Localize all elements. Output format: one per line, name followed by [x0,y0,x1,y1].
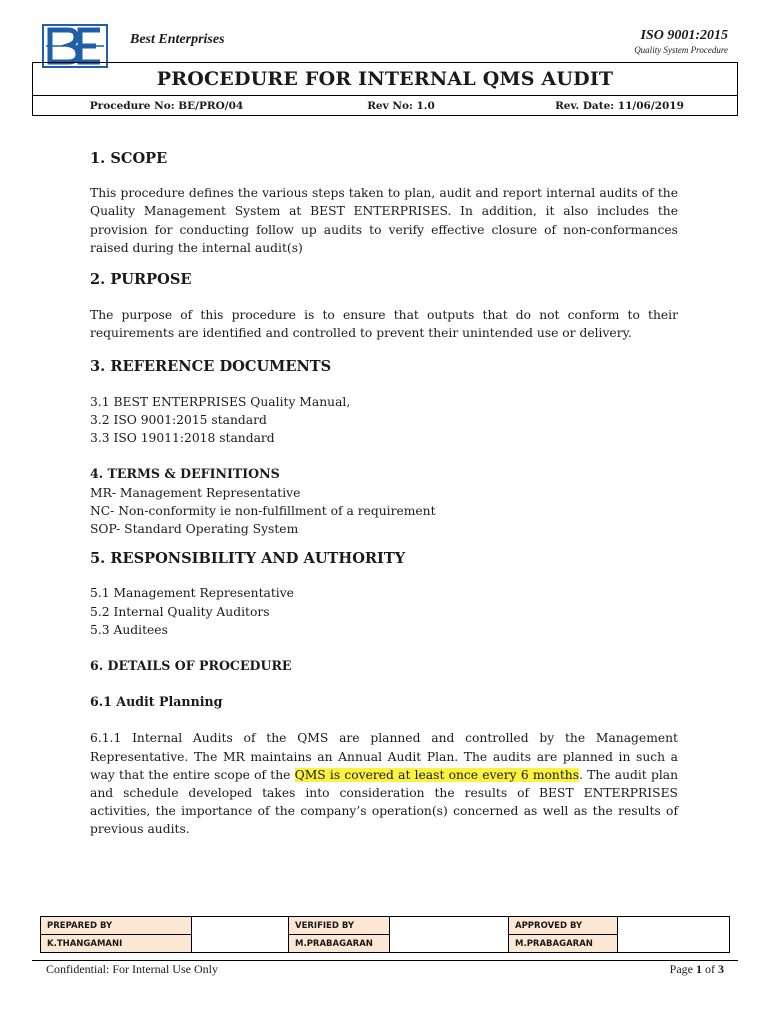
iso-standard: ISO 9001:2015 [640,28,728,43]
document-header-table [32,62,738,116]
prepared-by-name: K.THANGAMANI [41,935,192,953]
planning-text-start: 6.1.1 Internal Audits of the QMS are planned and controlled by the Management Representative. The MR maintains an Annual Audit Plan. The audits are planned in such a way that the entire scope of the [90,731,678,782]
page-number [670,962,724,977]
revision-number: Rev No: 1.0 [300,96,502,116]
procedure-number: Procedure No: BE/PRO/04 [33,96,301,116]
responsibility-item: 5.1 Management Representative [90,586,294,601]
terms-heading: 4. TERMS & DEFINITIONS [90,466,280,482]
responsibility-item: 5.2 Internal Quality Auditors [90,604,270,619]
details-heading: 6. DETAILS OF PROCEDURE [90,658,292,674]
scope-heading: 1. SCOPE [90,150,168,167]
page-current: 1 [696,962,702,976]
document-body [90,150,678,839]
prepared-signature-cell [192,917,289,953]
highlighted-text: QMS is covered at least once every 6 months [294,767,580,782]
prepared-by-label: PREPARED BY [41,917,192,935]
reference-item: 3.1 BEST ENTERPRISES Quality Manual, [90,394,351,409]
page-of: of [702,962,718,976]
reference-heading: 3. REFERENCE DOCUMENTS [90,357,332,375]
approved-by-name: M.PRABAGARAN [509,935,618,953]
planning-text-end: . The audit plan and schedule developed takes into consideration the results of BEST ENTERPRISES activities, the importance of the company’s operation(s) concerned as well as the results of previous audits. [90,767,678,837]
revision-date: Rev. Date: 11/06/2019 [502,96,738,116]
confidentiality-notice: Confidential: For Internal Use Only [46,962,218,976]
term-item: MR- Management Representative [90,485,301,500]
footer-divider [32,960,738,961]
approved-signature-cell [618,917,730,953]
verified-signature-cell [390,917,509,953]
scope-paragraph: This procedure defines the various steps taken to plan, audit and report internal audits of the Quality Management System at BEST ENTERPRISES. In addition, it also includes the provision for conducting follow up audits to verify effective closure of non-conformances raised during the internal audit(s) [90,186,678,255]
approval-table [40,916,730,953]
page-total: 3 [718,962,724,976]
doc-type: Quality System Procedure [634,45,728,55]
responsibility-item: 5.3 Auditees [90,622,168,637]
company-name: Best Enterprises [130,32,225,47]
term-item: SOP- Standard Operating System [90,522,299,537]
reference-item: 3.3 ISO 19011:2018 standard [90,431,275,446]
purpose-paragraph: The purpose of this procedure is to ensure that outputs that do not conform to their requirements are identified and controlled to prevent their unintended use or delivery. [90,308,678,341]
reference-item: 3.2 ISO 9001:2015 standard [90,413,267,428]
audit-planning-paragraph [90,729,678,838]
document-title: PROCEDURE FOR INTERNAL QMS AUDIT [33,63,738,96]
audit-planning-heading: 6.1 Audit Planning [90,694,223,710]
verified-by-name: M.PRABAGARAN [289,935,390,953]
term-item: NC- Non-conformity ie non-fulfillment of a requirement [90,503,436,518]
verified-by-label: VERIFIED BY [289,917,390,935]
responsibility-heading: 5. RESPONSIBILITY AND AUTHORITY [90,550,406,568]
approved-by-label: APPROVED BY [509,917,618,935]
purpose-heading: 2. PURPOSE [90,271,192,289]
page-prefix: Page [669,962,696,976]
